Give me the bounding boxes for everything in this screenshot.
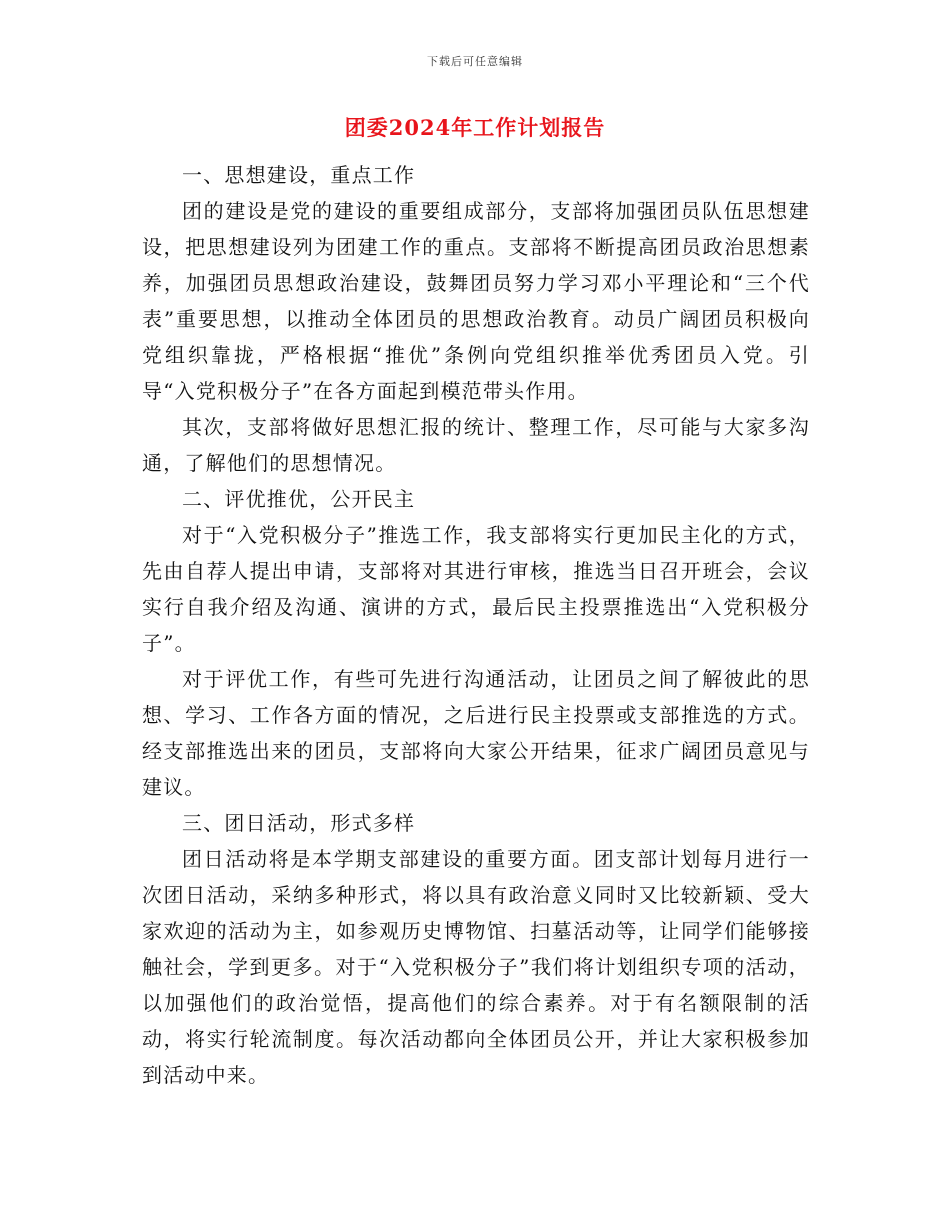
- paragraph-3: 对于“入党积极分子”推选工作，我支部将实行更加民主化的方式，先由自荐人提出申请，支部将对其进行审核，推选当日召开班会，会议实行自我介绍及沟通、演讲的方式，最后民主投票推选出“入党积极分子”。: [142, 523, 810, 655]
- page-title: 团委2024年工作计划报告: [344, 115, 606, 140]
- paragraph-4: 对于评优工作，有些可先进行沟通活动，让团员之间了解彼此的思想、学习、工作各方面的情况，之后进行民主投票或支部推选的方式。经支部推选出来的团员，支部将向大家公开结果，征求广阔团员意见与建议。: [142, 667, 810, 799]
- paragraph-1: 团的建设是党的建设的重要组成部分，支部将加强团员队伍思想建设，把思想建设列为团建工作的重点。支部将不断提高团员政治思想素养，加强团员思想政治建设，鼓舞团员努力学习邓小平理论和“三个代表”重要思想，以推动全体团员的思想政治教育。动员广阔团员积极向党组织靠拢，严格根据“推优”条例向党组织推举优秀团员入党。引导“入党积极分子”在各方面起到模范带头作用。: [142, 199, 810, 403]
- section-heading-3: 三、团日活动，形式多样: [182, 811, 416, 835]
- paragraph-2: 其次，支部将做好思想汇报的统计、整理工作，尽可能与大家多沟通，了解他们的思想情况。: [142, 415, 810, 475]
- document-body: [142, 157, 810, 1093]
- paragraph-5: 团日活动将是本学期支部建设的重要方面。团支部计划每月进行一次团日活动，采纳多种形式，将以具有政治意义同时又比较新颖、受大家欢迎的活动为主，如参观历史博物馆、扫墓活动等，让同学们能够接触社会，学到更多。对于“入党积极分子”我们将计划组织专项的活动，以加强他们的政治觉悟，提高他们的综合素养。对于有名额限制的活动，将实行轮流制度。每次活动都向全体团员公开，并让大家积极参加到活动中来。: [142, 847, 810, 1087]
- header-note: 下载后可任意编辑: [427, 55, 523, 68]
- section-heading-2: 二、评优推优，公开民主: [182, 487, 416, 511]
- section-heading-1: 一、思想建设，重点工作: [182, 163, 416, 187]
